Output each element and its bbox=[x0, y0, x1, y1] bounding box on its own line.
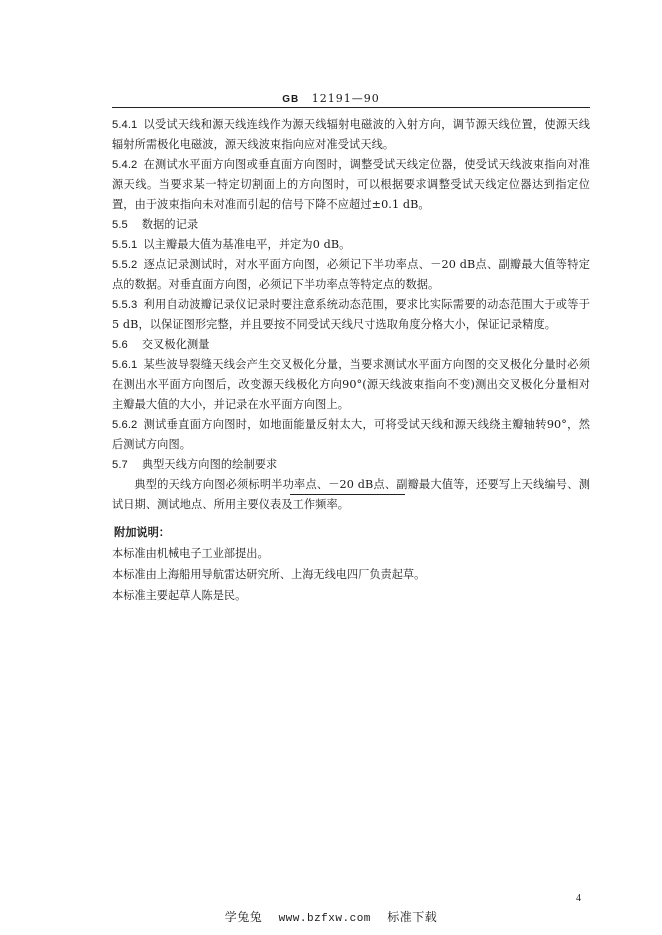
section-title: 交叉极化测量 bbox=[141, 338, 210, 351]
clause-text: 某些波导裂缝天线会产生交叉极化分量，当要求测试水平面方向图的交叉极化分量时必须在测出水平面方向图后，改变源天线极化方向90°(源天线波束指向不变)测出交叉极化分量相对主瓣最大值的大小，并记录在水平面方向图上。 bbox=[112, 358, 590, 411]
watermark-footer bbox=[0, 908, 662, 925]
end-divider bbox=[290, 494, 405, 495]
section-title: 典型天线方向图的绘制要求 bbox=[141, 458, 278, 471]
section-number: 5.7 bbox=[112, 459, 128, 471]
clause-text: 逐点记录测试时，对水平面方向图，必须记下半功率点、－20 dB点、副瓣最大值等特定点的数据。对垂直面方向图，必须记下半功率点等特定点的数据。 bbox=[112, 258, 590, 291]
page-number: 4 bbox=[576, 893, 581, 904]
clause-text: 测试垂直面方向图时，如地面能量反射太大，可将受试天线和源天线绕主瓣轴转90°，然后测试方向图。 bbox=[112, 418, 590, 451]
clause-5-6-2 bbox=[112, 415, 590, 455]
section-heading-5-7 bbox=[112, 455, 590, 475]
clause-number: 5.5.2 bbox=[112, 259, 138, 271]
clause-number: 5.6.2 bbox=[112, 419, 138, 431]
clause-number: 5.4.1 bbox=[112, 119, 138, 131]
clause-5-5-3 bbox=[112, 295, 590, 335]
clause-text: 以主瓣最大值为基准电平，并定为0 dB。 bbox=[143, 238, 351, 251]
site-url[interactable]: www.bzfxw.com bbox=[278, 913, 371, 925]
standard-code: GB bbox=[282, 94, 300, 105]
clause-number: 5.5.1 bbox=[112, 239, 138, 251]
section-heading-5-5 bbox=[112, 215, 590, 235]
notes-line: 本标准由上海船用导航雷达研究所、上海无线电四厂负责起草。 bbox=[112, 568, 426, 581]
notes-line: 本标准由机械电子工业部提出。 bbox=[112, 547, 269, 560]
section-title: 数据的记录 bbox=[141, 218, 199, 231]
clause-text: 以受试天线和源天线连线作为源天线辐射电磁波的入射方向，调节源天线位置，使源天线辐射所需极化电磁波，源天线波束指向应对准受试天线。 bbox=[112, 118, 590, 151]
additional-notes bbox=[112, 522, 590, 606]
header-rule bbox=[112, 107, 590, 108]
standard-number: 12191—90 bbox=[311, 92, 380, 105]
standard-header bbox=[0, 92, 662, 105]
site-tagline: 标准下载 bbox=[387, 910, 438, 924]
clause-number: 5.5.3 bbox=[112, 299, 138, 311]
document-body bbox=[112, 115, 590, 515]
clause-5-7-text bbox=[112, 475, 590, 515]
clause-5-5-2 bbox=[112, 255, 590, 295]
notes-line: 本标准主要起草人陈是民。 bbox=[112, 589, 247, 602]
site-name: 学兔兔 bbox=[224, 910, 263, 924]
clause-5-5-1 bbox=[112, 235, 590, 255]
clause-number: 5.6.1 bbox=[112, 359, 138, 371]
section-heading-5-6 bbox=[112, 335, 590, 355]
clause-number: 5.4.2 bbox=[112, 159, 138, 171]
notes-title: 附加说明： bbox=[114, 525, 170, 539]
clause-5-4-2 bbox=[112, 155, 590, 215]
clause-text: 典型的天线方向图必须标明半功率点、－20 dB点、副瓣最大值等，还要写上天线编号、测试日期、测试地点、所用主要仪表及工作频率。 bbox=[112, 478, 590, 511]
clause-5-6-1 bbox=[112, 355, 590, 415]
clause-text: 利用自动波瓣记录仪记录时要注意系统动态范围，要求比实际需要的动态范围大于或等于5 dB，以保证图形完整，并且要按不同受试天线尺寸选取角度分格大小，保证记录精度。 bbox=[112, 298, 590, 331]
section-number: 5.5 bbox=[112, 219, 128, 231]
section-number: 5.6 bbox=[112, 339, 128, 351]
clause-5-4-1 bbox=[112, 115, 590, 155]
clause-text: 在测试水平面方向图或垂直面方向图时，调整受试天线定位器，使受试天线波束指向对准源天线。当要求某一特定切割面上的方向图时，可以根据要求调整受试天线定位器达到指定位置，由于波束指向未对准而引起的信号下降不应超过±0.1 dB。 bbox=[112, 158, 590, 211]
